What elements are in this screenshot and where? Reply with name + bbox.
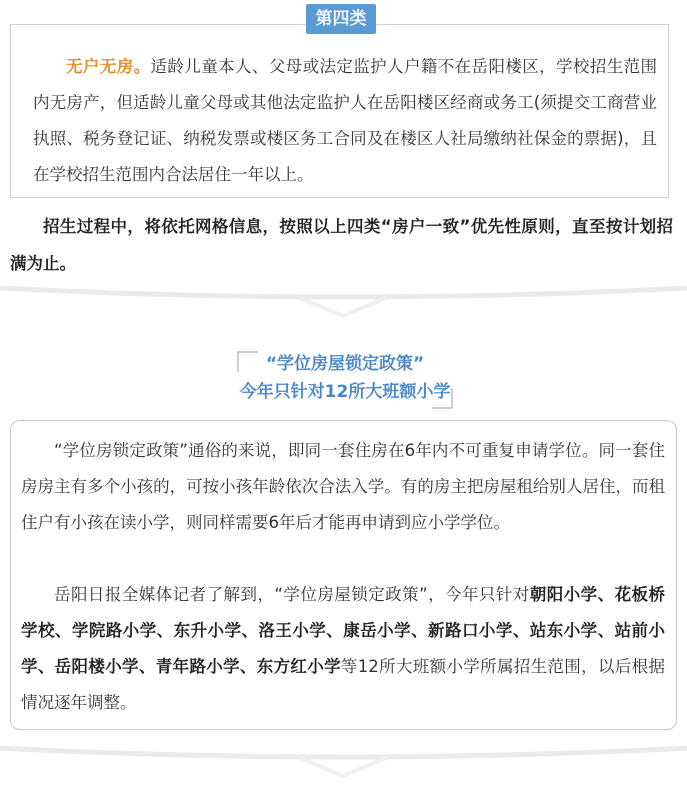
enrollment-summary: 招生过程中，将依托网格信息，按照以上四类“房户一致”优先性原则，直至按计划招满为止。 <box>10 217 673 273</box>
category-four-paragraph <box>33 49 657 193</box>
category-four-box <box>10 24 669 198</box>
section-divider-bottom <box>0 746 687 790</box>
section-divider-top <box>0 286 687 330</box>
category-highlight: 无户无房。 <box>66 57 151 76</box>
policy-paragraph-1: “学位房锁定政策”通俗的来说，即同一套住房在6年内不可重复申请学位。同一套住房房主有多个小孩的，可按小孩年龄依次合法入学。有的房主把房屋租给别人居住，而租住户有小孩在读小学，则同样需要6年后才能再申请到应小学学位。 <box>21 441 665 532</box>
section-heading-line1: “学位房屋锁定政策” <box>265 354 425 374</box>
section-heading <box>210 350 480 410</box>
category-text: 适龄儿童本人、父母或法定监护人户籍不在岳阳楼区，学校招生范围内无房产，但适龄儿童父母或其他法定监护人在岳阳楼区经商或务工(须提交工商营业执照、税务登记证、纳税发票或楼区务工合同及在楼区人社局缴纳社保金的票据)，且在学校招生范围内合法居住一年以上。 <box>33 57 658 184</box>
school-list: 朝阳小学、花板桥学校、学院路小学、东升小学、洛王小学、康岳小学、新路口小学、站东小学、站前小学、岳阳楼小学、青年路小学、东方红小学 <box>21 585 665 676</box>
policy-outro: 等12所大班额小学所属招生范围，以后根据情况逐年调整。 <box>21 657 665 712</box>
category-badge: 第四类 <box>306 4 376 34</box>
policy-intro: 岳阳日报全媒体记者了解到，“学位房屋锁定政策”，今年只针对 <box>54 585 530 604</box>
heading-bracket-frame <box>210 350 480 410</box>
section-heading-line2: 今年只针对12所大班额小学 <box>239 382 451 402</box>
policy-paragraph-2 <box>21 577 665 721</box>
policy-box <box>10 420 677 730</box>
